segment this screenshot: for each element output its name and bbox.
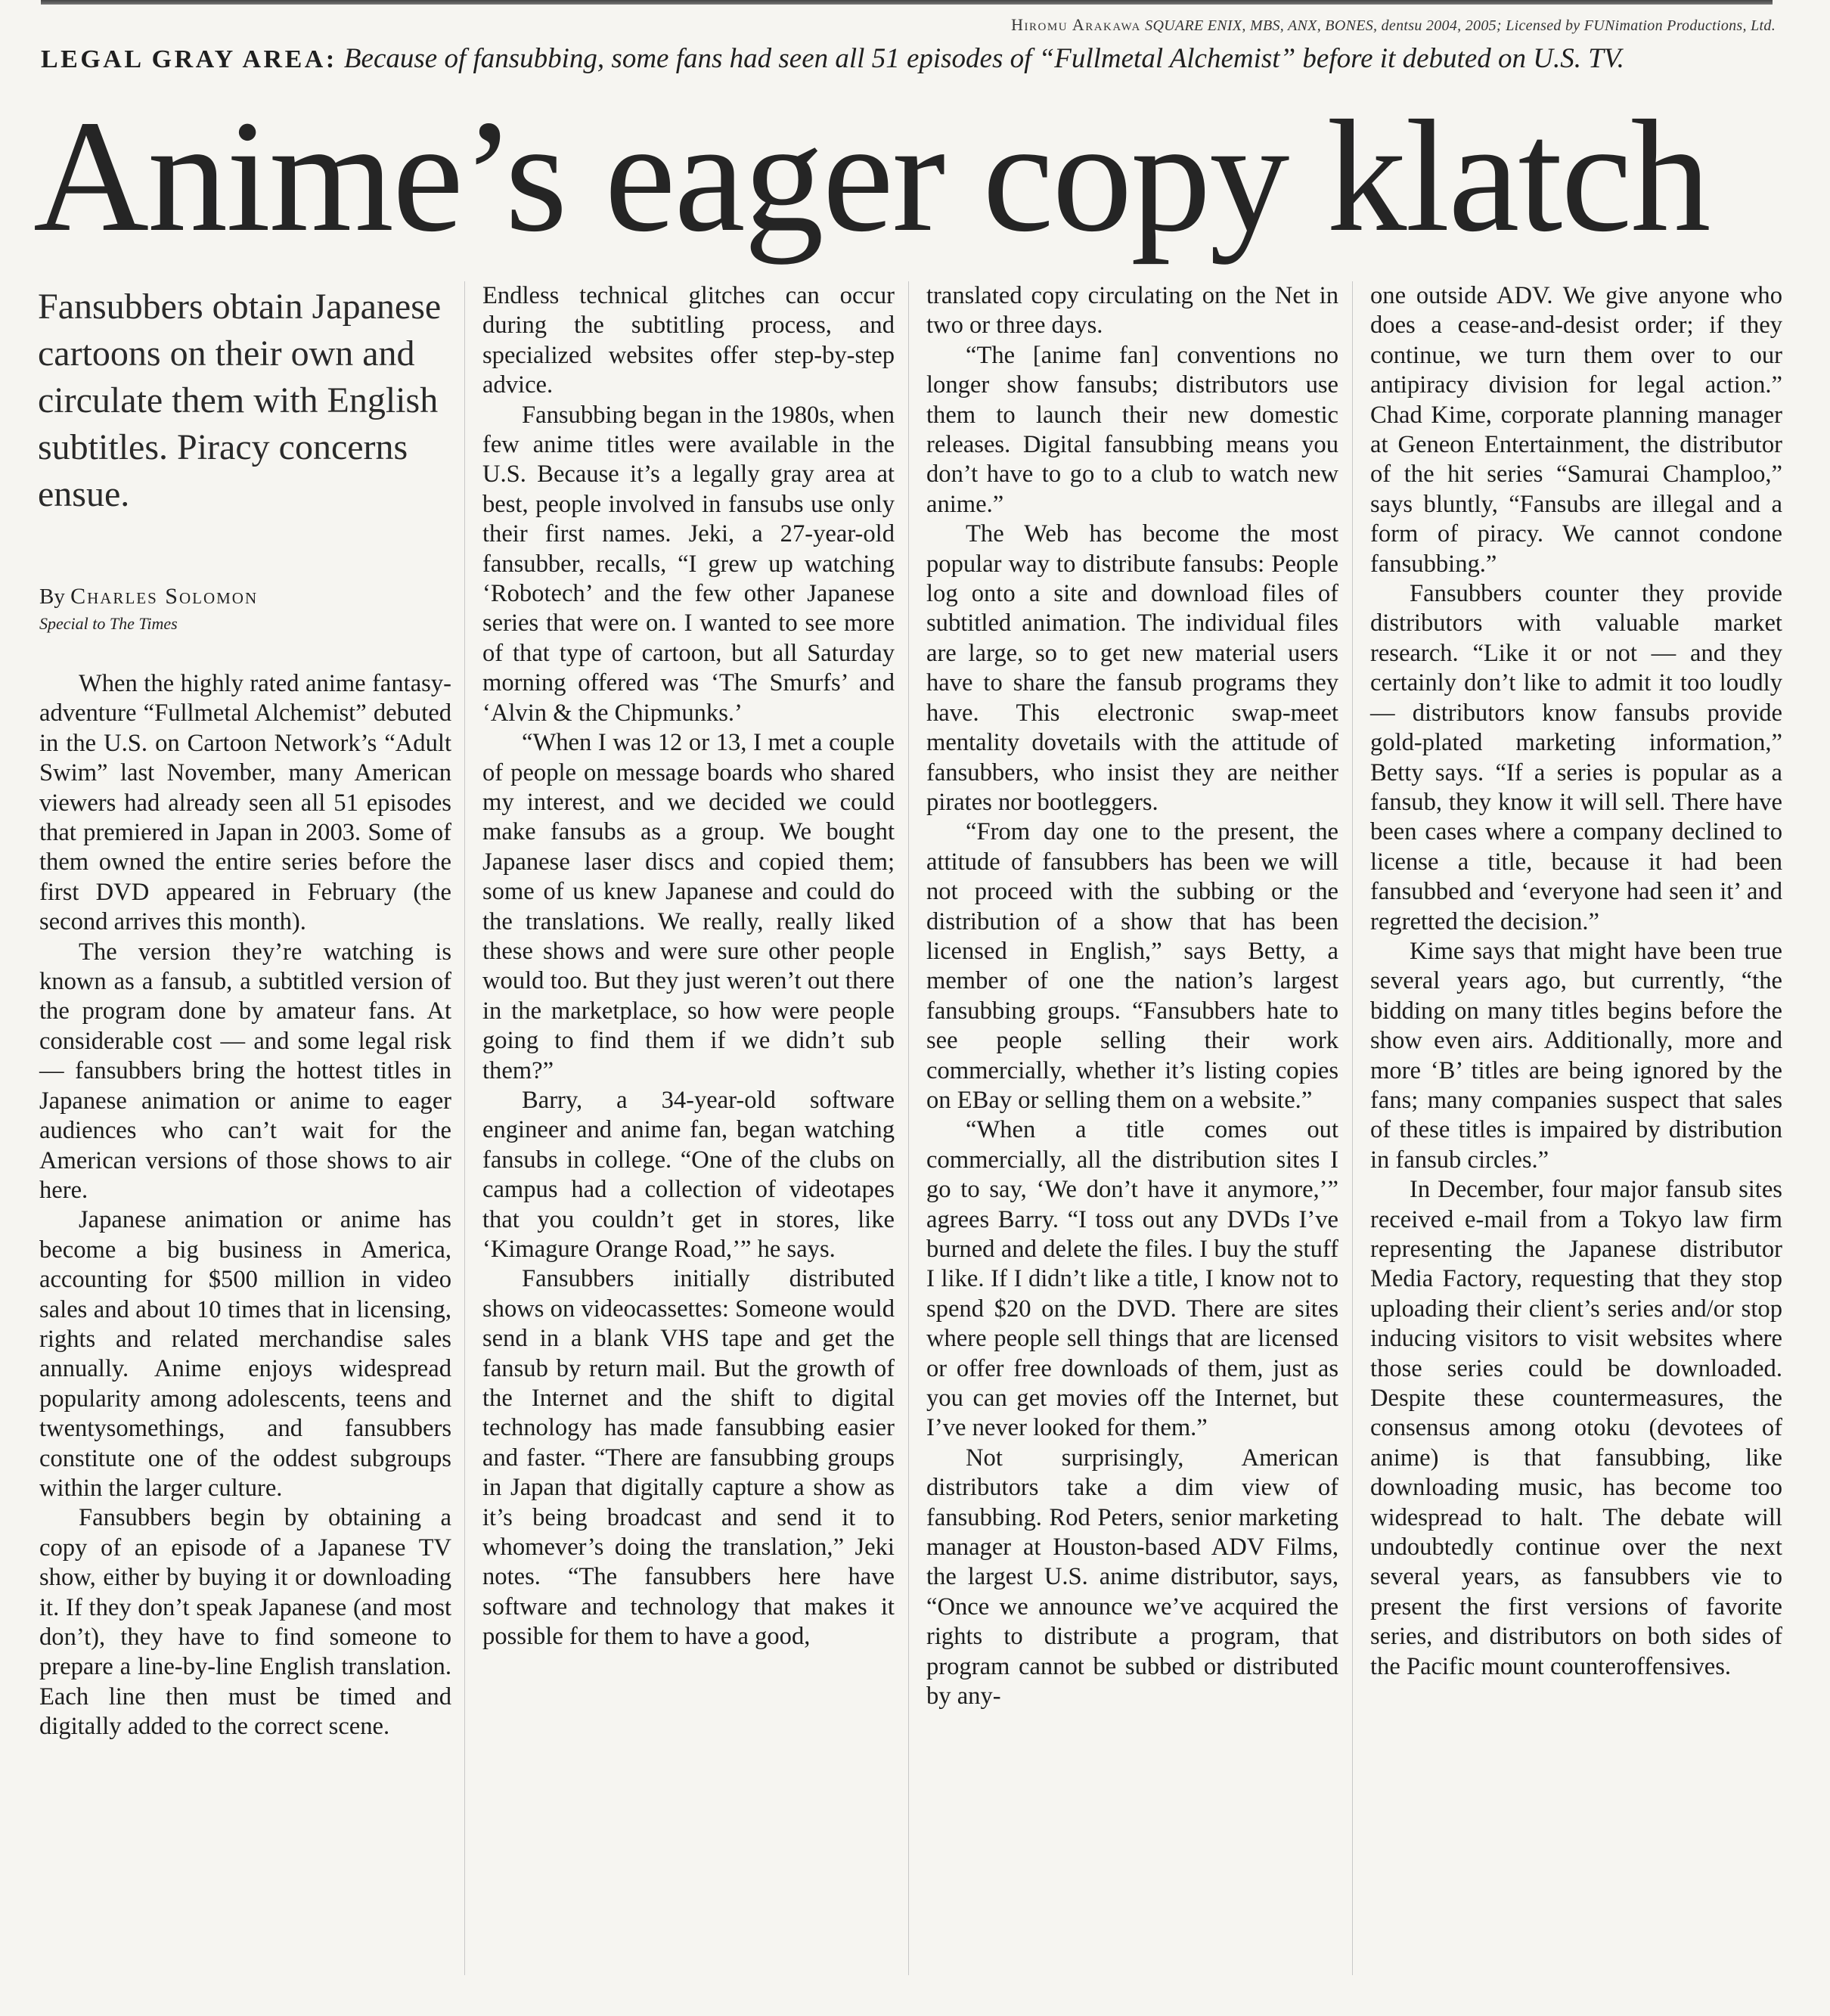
paragraph: Fansubbers begin by obtaining a copy of an episode of a Japanese TV show, either by buying it or downloading it. If they don’t speak Japanese (and most don’t), they have to find someone to prepare a line-by-line English translation. Each line then must be timed and digitally added to the correct scene. <box>39 1504 451 1741</box>
deck: Fansubbers obtain Japanese cartoons on their own and circulate them with English subtitles. Piracy concerns ensue. <box>38 287 442 514</box>
paragraph: When the highly rated anime fantasy-adventure “Fullmetal Alchemist” debuted in the U.S. on Cartoon Network’s “Adult Swim” last November, many American viewers had already seen all 51 episodes that premiered in Japan in 2003. Some of them owned the entire series before the first DVD appeared in February (the second arrives this month). <box>39 670 451 936</box>
paragraph: “The [anime fan] conventions no longer show fansubs; distributors use them to launch their new domestic releases. Digital fansubbing means you don’t have to go to a club to watch new anime.” <box>926 341 1338 518</box>
credit-name: Hiromu Arakawa <box>1011 15 1141 34</box>
paragraph: Fansubbers initially distributed shows on videocassettes: Someone would send in a blank VHS tape and get the fansub by return mail. But the growth of the Internet and the shift to digital technology has made fansubbing easier and faster. “There are fansubbing groups in Japan that digitally capture a show as it’s being broadcast and send it to whomever’s doing the translation,” Jeki notes. “The fansubbers here have software and technology that makes it possible for them to have a good, <box>482 1265 895 1651</box>
byline <box>39 584 448 634</box>
paragraph: In December, four major fansub sites received e-mail from a Tokyo law firm representing the Japanese distributor Media Factory, requesting that they stop uploading their client’s series and/or stop inducing visitors to visit websites where those series could be downloaded. Despite these countermeasures, the consensus among otoku (devotees of anime) is that fansubbing, like downloading music, has become too widespread to halt. The debate will undoubtedly continue over the next several years, as fansubbers vie to present the first versions of favorite series, and distributors on both sides of the Pacific mount counteroffensives. <box>1370 1176 1782 1680</box>
column-rule <box>1352 281 1353 1975</box>
byline-author: Charles Solomon <box>70 584 259 609</box>
paragraph: The Web has become the most popular way to distribute fansubs: People log onto a site and download files of subtitled animation. The individual files are large, so to get new material users have to share the fansub programs they have. This electronic swap-meet mentality dovetails with the attitude of fansubbers, who insist they are neither pirates nor bootleggers. <box>926 520 1338 816</box>
credit-rest: SQUARE ENIX, MBS, ANX, BONES, dentsu 2004, 2005; Licensed by FUNimation Productions, Ltd. <box>1140 17 1776 34</box>
paragraph: Not surprisingly, American distributors take a dim view of fansubbing. Rod Peters, senior marketing manager at Houston-based ADV Films, the largest U.S. anime distributor, says, “Once we announce we’ve acquired the rights to distribute a program, that program cannot be subbed or distributed by any- <box>926 1444 1338 1710</box>
paragraph: “When a title comes out commercially, all the distribution sites I go to say, ‘We don’t have it anymore,’” agrees Barry. “I toss out any DVDs I’ve burned and delete the files. I buy the stuff I like. If I didn’t like a title, I know not to spend $20 on the DVD. There are sites where people sell things that are licensed or offer free downloads of them, just as you can get movies off the Internet, but I’ve never looked for them.” <box>926 1116 1338 1442</box>
paragraph: translated copy circulating on the Net in two or three days. <box>926 282 1338 340</box>
paragraph: one outside ADV. We give anyone who does a cease-and-desist order; if they continue, we turn them over to our antipiracy division for legal action.” Chad Kime, corporate planning manager at Geneon Entertainment, the distributor of the hit series “Samurai Champloo,” says bluntly, “Fansubs are illegal and a form of piracy. We cannot condone fansubbing.” <box>1370 282 1782 578</box>
photo-caption <box>41 42 1780 75</box>
paragraph: Fansubbers counter they provide distributors with valuable market research. “Like it or not — and they certainly don’t like to admit it too loudly — distributors know fansubs provide gold-plated marketing information,” Betty says. “If a series is popular as a fansub, they know it will sell. There have been cases where a company declined to license a title, because it had been fansubbed and ‘everyone had seen it’ and regretted the decision.” <box>1370 580 1782 935</box>
paragraph: Endless technical glitches can occur during the subtitling process, and specialized websites offer step-by-step advice. <box>482 282 895 399</box>
paragraph: Fansubbing began in the 1980s, when few anime titles were available in the U.S. Because it’s a legally gray area at best, people involved in fansubs use only their first names. Jeki, a 27-year-old fansubber, recalls, “I grew up watching ‘Robotech’ and the few other Japanese series that were on. I wanted to see more of that type of cartoon, but all Saturday morning offered was ‘The Smurfs’ and ‘Alvin & the Chipmunks.’ <box>482 401 895 727</box>
photo-edge <box>41 0 1773 5</box>
caption-text: Because of fansubbing, some fans had seen all 51 episodes of “Fullmetal Alchemist” before it debuted on U.S. TV. <box>337 43 1624 74</box>
paragraph: Barry, a 34-year-old software engineer and anime fan, began watching fansubs in college. “One of the clubs on campus had a collection of videotapes that you couldn’t get in stores, like ‘Kimagure Orange Road,’” he says. <box>482 1086 895 1263</box>
column-rule <box>464 281 465 1975</box>
byline-by: By <box>39 585 71 609</box>
article-column-2 <box>482 281 895 1652</box>
article-column-3 <box>926 281 1338 1712</box>
paragraph: “From day one to the present, the attitude of fansubbers has been we will not proceed with the subbing or the distribution of a show that has been licensed in English,” says Betty, a member of one the nation’s largest fansubbing groups. “Fansubbers hate to see people selling their work commercially, whether it’s listing copies on EBay or selling them on a website.” <box>926 818 1338 1114</box>
paragraph: “When I was 12 or 13, I met a couple of people on message boards who shared my interest, and we decided we could make fansubs as a group. We bought Japanese laser discs and copied them; some of us knew Japanese and could do the translations. We really, really liked these shows and were sure other people would too. But they just weren’t out there in the marketplace, so how were people going to find them if we didn’t sub them?” <box>482 729 895 1084</box>
article-column-1 <box>39 669 451 1742</box>
caption-kicker: LEGAL GRAY AREA: <box>41 45 337 73</box>
byline-role: Special to The Times <box>39 614 178 633</box>
headline: Anime’s eager copy klatch <box>33 87 1710 265</box>
photo-credit <box>1011 15 1776 35</box>
paragraph: Japanese animation or anime has become a big business in America, accounting for $500 million in video sales and about 10 times that in licensing, rights and related merchandise sales annually. Anime enjoys widespread popularity among adolescents, teens and twentysomethings, and fansubbers constitute one of the oddest subgroups within the larger culture. <box>39 1206 451 1502</box>
column-rule <box>908 281 909 1975</box>
paragraph: The version they’re watching is known as a fansub, a subtitled version of the program done by amateur fans. At considerable cost — and some legal risk — fansubbers bring the hottest titles in Japanese animation or anime to eager audiences who can’t wait for the American versions of those shows to air here. <box>39 938 451 1204</box>
article-column-4 <box>1370 281 1782 1682</box>
paragraph: Kime says that might have been true several years ago, but currently, “the bidding on many titles begins before the show even airs. Additionally, more and more ‘B’ titles are being ignored by the fans; many companies suspect that sales of these titles is impaired by distribution in fansub circles.” <box>1370 937 1782 1174</box>
